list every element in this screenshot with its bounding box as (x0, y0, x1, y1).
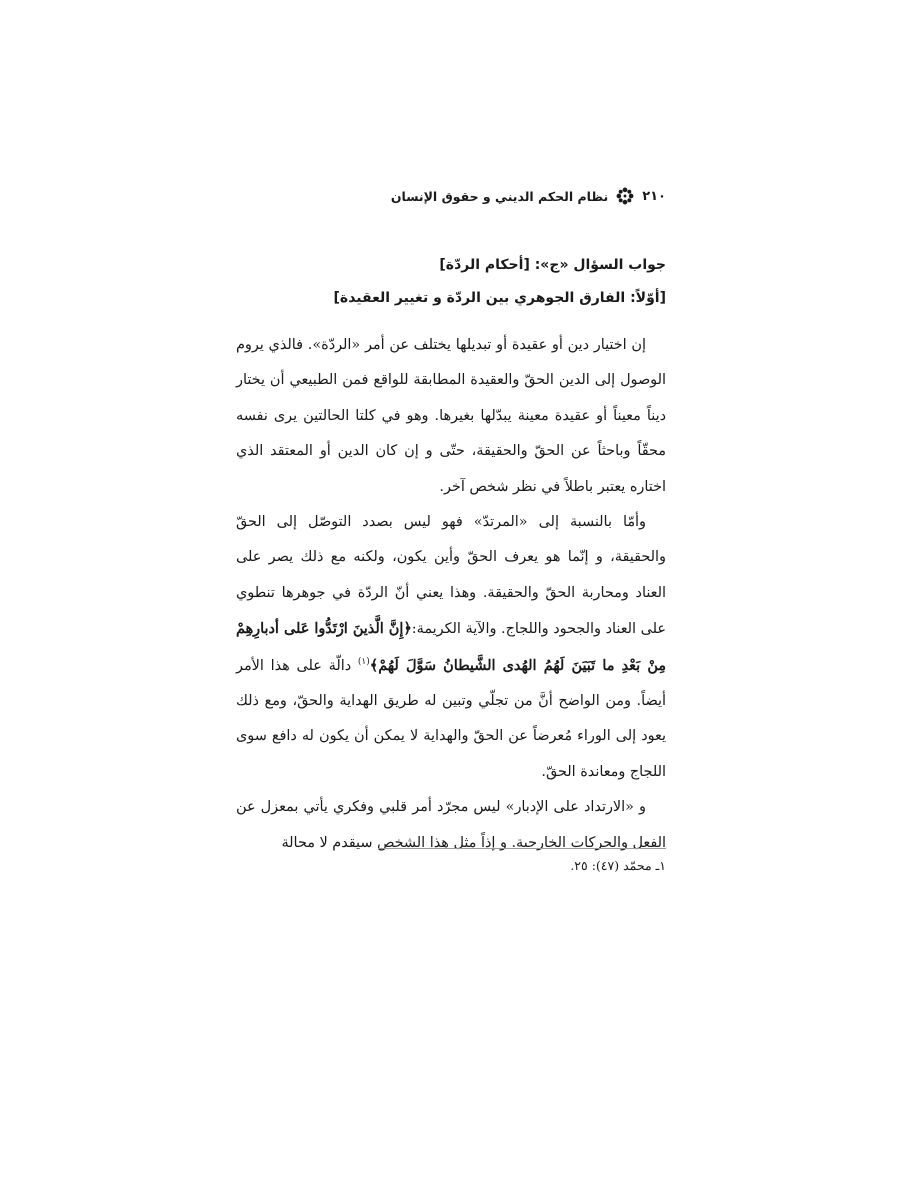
answer-heading: جواب السؤال «ج»: [أحكام الردّة] (439, 257, 666, 273)
paragraph-2-intro: وأمّا بالنسبة إلى «المرتدّ» فهو ليس بصدد التوصّل إلى الحقّ والحقيقة، و إنّما هو يعرف الحقّ وأين يكون، ولكنه مع ذلك يصر على العناد ومحاربة الحقّ والحقيقة. وهذا يعني أنّ الردّة في جوهرها تنطوي على العناد والجحود واللجاج. والآية الكريمة: (236, 514, 666, 638)
paragraph-1: إن اختيار دين أو عقيدة أو تبديلها يختلف عن أمر «الردّة». فالذي يروم الوصول إلى الدين الحقّ والعقيدة المطابقة للواقع فمن الطبيعي أن يختار ديناً معيناً أو عقيدة معينة يبدّلها بغيرها. وهو في كلتا الحالتين يرى نفسه محقّاً وباحثاً عن الحقّ والحقيقة، حتّى و إن كان الدين أو المعتقد الذي اختاره يعتبر باطلاً في نظر شخص آخر. (236, 337, 666, 495)
flower-ornament-icon (616, 187, 634, 205)
body-text (236, 328, 666, 861)
running-header (391, 187, 666, 205)
footnote-divider (378, 848, 666, 849)
book-title: نظام الحكم الديني و حقوق الإنسان (390, 188, 609, 204)
paragraph-2 (236, 505, 666, 790)
footnote-1: ١ـ محمّد (٤٧): ٢٥. (570, 858, 666, 873)
quran-verse: ﴿إِنَّ الَّذينَ ارْتَدُّوا عَلى أدبارِهِمْ مِنْ بَعْدِ ما تَبَيَنَ لَهُمُ الهُدى الشَّيطانُ سَوَّلَ لَهُمْ﴾ (236, 620, 666, 674)
section-heading: [أوّلاً: الفارق الجوهري بين الردّة و تغيير العقيدة] (333, 290, 666, 306)
footnote-marker: (١) (357, 656, 370, 667)
book-page (236, 0, 666, 1200)
paragraph-2-rest: دالّة على هذا الأمر أيضاً. ومن الواضح أنَّ من تجلّي وتبين له طريق الهداية والحقّ، ومع ذلك يعود إلى الوراء مُعرضاً عن الحقّ والهداية لا يمكن أن يكون له دافع سوى اللجاج ومعاندة الحقّ. (236, 657, 666, 780)
paragraph-3: و «الارتداد على الإدبار» ليس مجرّد أمر قلبي وفكري يأتي بمعزل عن الفعل والحركات الخارجية. و إذاً مثل هذا الشخص سيقدم لا محالة (236, 799, 666, 851)
page-number: ٢١٠ (642, 188, 666, 204)
